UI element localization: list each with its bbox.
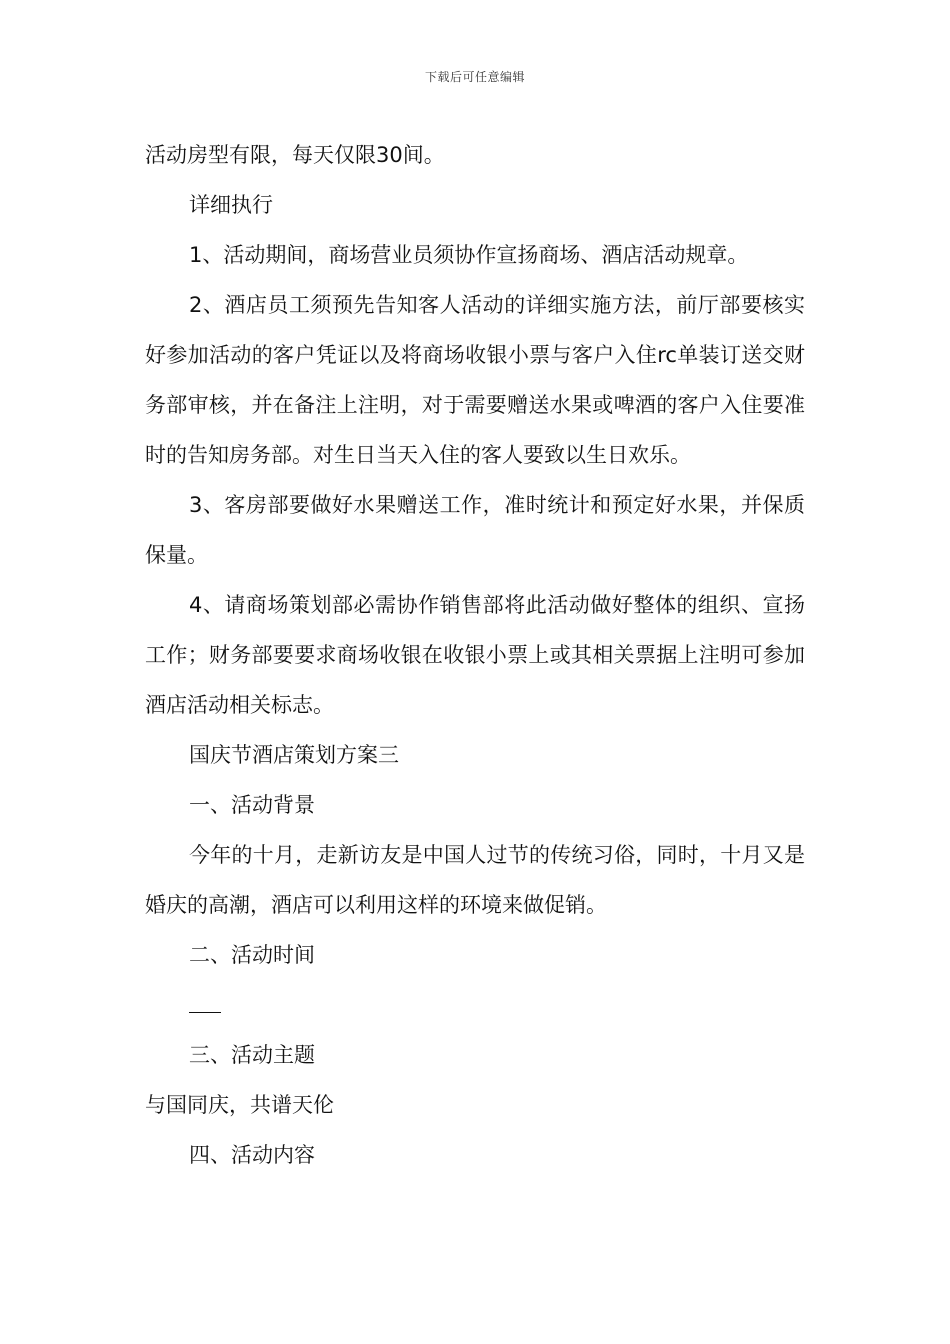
section-title-plan-three: 国庆节酒店策划方案三 bbox=[189, 743, 399, 767]
paragraph-theme: 与国同庆，共谱天伦 bbox=[145, 1093, 334, 1117]
blank-underline bbox=[189, 1012, 221, 1013]
heading-activity-content: 四、活动内容 bbox=[189, 1143, 315, 1167]
paragraph-background: 今年的十月，走新访友是中国人过节的传统习俗，同时，十月又是婚庆的高潮，酒店可以利用这样的环境来做促销。 bbox=[145, 843, 805, 917]
paragraph-item-1: 1、活动期间，商场营业员须协作宣扬商场、酒店活动规章。 bbox=[189, 243, 749, 267]
heading-activity-theme: 三、活动主题 bbox=[189, 1043, 315, 1067]
activity-time-blank bbox=[145, 980, 805, 1030]
page-header: 下载后可任意编辑 bbox=[424, 70, 525, 84]
paragraph-item-2: 2、酒店员工须预先告知客人活动的详细实施方法，前厅部要核实好参加活动的客户凭证以及将商场收银小票与客户入住rc单装订送交财务部审核，并在备注上注明，对于需要赠送水果或啤酒的客户入住要准时的告知房务部。对生日当天入住的客人要致以生日欢乐。 bbox=[145, 293, 805, 467]
heading-activity-time: 二、活动时间 bbox=[189, 943, 315, 967]
document-body bbox=[145, 130, 805, 1180]
heading-detailed-execution: 详细执行 bbox=[189, 193, 273, 217]
paragraph-room-limit: 活动房型有限，每天仅限30间。 bbox=[145, 143, 445, 167]
paragraph-item-3: 3、客房部要做好水果赠送工作，准时统计和预定好水果，并保质保量。 bbox=[145, 493, 805, 567]
paragraph-item-4: 4、请商场策划部必需协作销售部将此活动做好整体的组织、宣扬工作；财务部要要求商场收银在收银小票上或其相关票据上注明可参加酒店活动相关标志。 bbox=[145, 593, 805, 717]
heading-activity-background: 一、活动背景 bbox=[189, 793, 315, 817]
